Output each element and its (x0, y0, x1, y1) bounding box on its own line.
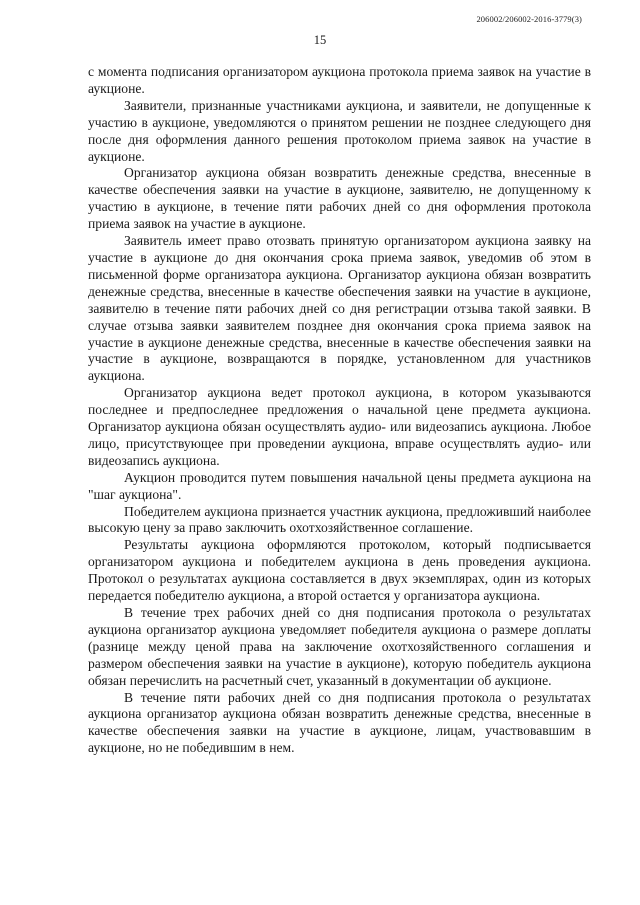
paragraph: Заявитель имеет право отозвать принятую организатором аукциона заявку на участие в аукционе до дня окончания срока приема заявок, уведомив об этом в письменной форме организатора аукциона. Организатор аукциона обязан возвратить денежные средства, внесенные в качестве обеспечения заявки на участие в аукционе, заявителю в течение пяти рабочих дней со дня регистрации отзыва такой заявки. В случае отзыва заявки заявителем позднее дня окончания срока приема заявок на участие в аукционе денежные средства, внесенные в качестве обеспечения заявки на участие в аукционе, возвращаются в порядке, установленном для участников аукциона. (88, 233, 591, 384)
paragraph: Победителем аукциона признается участник аукциона, предложивший наиболее высокую цену за право заключить охотхозяйственное соглашение. (88, 503, 591, 536)
paragraph: Заявители, признанные участниками аукциона, и заявители, не допущенные к участию в аукционе, уведомляются о принятом решении не позднее следующего дня после дня оформления данного решения протоколом приема заявок на участие в аукционе. (88, 97, 591, 164)
paragraph: с момента подписания организатором аукциона протокола приема заявок на участие в аукционе. (88, 64, 591, 96)
paragraph: Аукцион проводится путем повышения начальной цены предмета аукциона на "шаг аукциона". (88, 469, 591, 502)
paragraph: В течение трех рабочих дней со дня подписания протокола о результатах аукциона организатор аукциона уведомляет победителя аукциона о размере доплаты (разнице между ценой права на заключение охотхозяйственного соглашения и размером обеспечения заявки на участие в аукционе), которую победитель аукциона обязан перечислить на расчетный счет, указанный в документации об аукционе. (88, 605, 591, 688)
document-body (88, 64, 591, 757)
paragraph: Организатор аукциона ведет протокол аукциона, в котором указываются последнее и предпоследнее предложения о начальной цене предмета аукциона. Организатор аукциона обязан осуществлять аудио- или видеозапись аукциона. Любое лицо, присутствующее при проведении аукциона, вправе осуществлять аудио- или видеозапись аукциона. (88, 385, 591, 468)
page-number: 15 (313, 33, 327, 47)
paragraph: В течение пяти рабочих дней со дня подписания протокола о результатах аукциона организатор аукциона обязан возвратить денежные средства, внесенные в качестве обеспечения заявки на участие в аукционе, лицам, участвовавшим в аукционе, но не победившим в нем. (88, 689, 591, 756)
paragraph: Результаты аукциона оформляются протоколом, который подписывается организатором аукциона и победителем аукциона в день проведения аукциона. Протокол о результатах аукциона составляется в двух экземплярах, один из которых передается победителю аукциона, а второй остается у организатора аукциона. (88, 537, 591, 604)
paragraph: Организатор аукциона обязан возвратить денежные средства, внесенные в качестве обеспечения заявки на участие в аукционе, заявителю, не допущенному к участию в аукционе, в течение пяти рабочих дней со дня оформления протокола приема заявок на участие в аукционе. (88, 165, 591, 232)
document-code: 206002/206002-2016-3779(3) (476, 14, 582, 24)
